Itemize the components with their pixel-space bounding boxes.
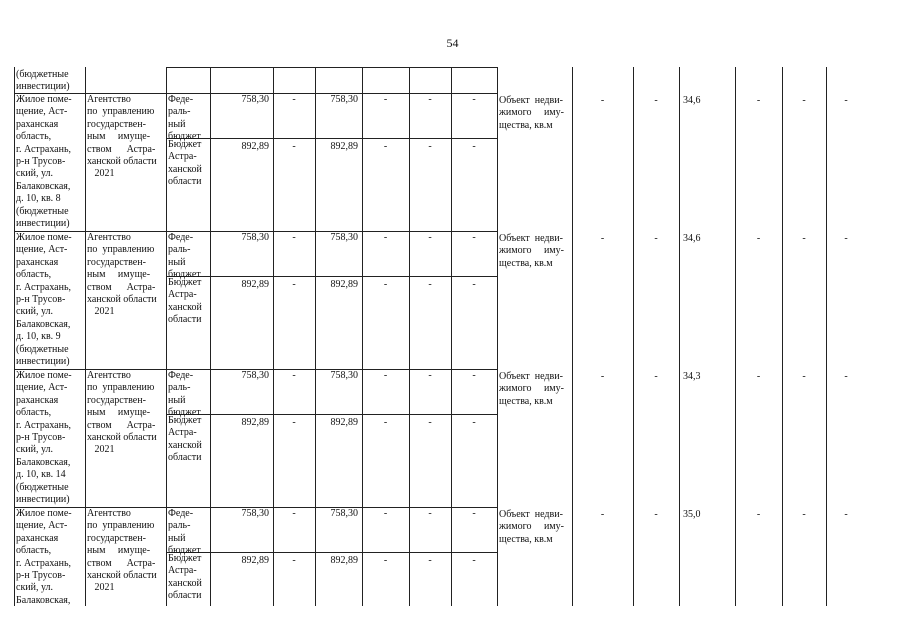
amount-value: 892,89	[241, 417, 269, 428]
object-description-line: (бюджетные	[16, 481, 69, 493]
amount-value: -	[383, 508, 388, 519]
agency-line: ханской области	[87, 432, 157, 443]
amount-value: -	[383, 555, 388, 566]
column-border	[451, 67, 452, 606]
object-description-line: инвестиции)	[16, 494, 70, 505]
column-border	[572, 67, 573, 606]
agency-line: ханской области	[87, 156, 157, 167]
funding-source-line: ный	[168, 256, 186, 268]
agency-line: 2021	[87, 582, 115, 594]
funding-source-line: Бюджет	[168, 553, 202, 564]
funding-source-line: раль-	[168, 382, 191, 394]
amount-value: -	[428, 370, 432, 381]
object-description-line: ский, ул.	[16, 306, 54, 318]
amount-value: 892,89	[330, 279, 358, 290]
object-description-line: д. 10, кв. 8	[16, 193, 61, 205]
agency-line: ством Астра-	[87, 281, 156, 293]
amount-value: 892,89	[330, 141, 358, 152]
amount-value: -	[292, 141, 296, 152]
object-description-line: р-н Трусов-	[16, 294, 66, 305]
object-description-line: раханская	[16, 394, 59, 406]
amount-value: 758,30	[241, 94, 269, 105]
result-indicator-line: Объект недви-	[499, 371, 563, 382]
funding-source-line: Астра-	[168, 151, 197, 163]
object-description-line: ский, ул.	[16, 444, 54, 456]
result-indicator-line: щества, кв.м	[499, 119, 553, 131]
funding-source-line: Бюджет	[168, 277, 202, 288]
object-description-line: инвестиции)	[16, 81, 70, 93]
indicator-value: -	[844, 371, 848, 382]
funding-source-line: бюджет	[168, 269, 201, 281]
indicator-value: -	[802, 95, 806, 106]
object-description-line: область,	[16, 269, 52, 281]
object-description-line: область,	[16, 407, 52, 419]
funding-source-line: ный	[168, 532, 186, 544]
funding-source-line: ханской	[168, 439, 202, 451]
column-border	[633, 67, 634, 606]
column-border	[826, 67, 827, 606]
agency-line: ным имуще-	[87, 545, 151, 557]
object-description-line: ский, ул.	[16, 168, 54, 180]
amount-value: -	[292, 279, 296, 290]
object-description-line: Балаковская,	[16, 594, 71, 606]
object-description-line: г. Астрахань,	[16, 281, 72, 293]
funding-source-line: Бюджет	[168, 415, 202, 426]
funding-source-line: Астра-	[168, 427, 197, 439]
object-description-line: р-н Трусов-	[16, 432, 66, 443]
amount-value: 758,30	[330, 94, 358, 105]
amount-value: 892,89	[241, 555, 269, 566]
funding-source-line: области	[168, 452, 202, 464]
indicator-value: -	[802, 233, 806, 244]
indicator-value: -	[844, 233, 848, 244]
amount-value: -	[472, 279, 476, 290]
object-description-line: Балаковская,	[16, 180, 71, 192]
funding-source-line: Астра-	[168, 289, 197, 301]
column-border	[273, 67, 274, 606]
indicator-value: -	[802, 371, 806, 382]
indicator-value: -	[756, 95, 761, 106]
object-description-line: Жилое поме-	[16, 232, 72, 243]
object-description-line: инвестиции)	[16, 356, 70, 367]
agency-line: Агентство	[87, 232, 131, 243]
object-description-line: область,	[16, 131, 52, 143]
indicator-value: 34,3	[683, 371, 701, 382]
indicator-value: -	[654, 371, 658, 382]
indicator-value: 34,6	[683, 233, 701, 244]
funding-source-line: бюджет	[168, 407, 201, 419]
object-description-line: Балаковская,	[16, 456, 71, 468]
funding-source-line: Феде-	[168, 370, 194, 381]
result-indicator-line: жимого иму-	[499, 521, 564, 533]
indicator-value: -	[600, 371, 605, 382]
object-description-line: область,	[16, 545, 52, 557]
agency-line: Агентство	[87, 508, 131, 519]
amount-value: -	[383, 370, 388, 381]
funding-source-line: ханской	[168, 301, 202, 313]
object-description-line: Жилое поме-	[16, 94, 72, 105]
funding-source-line: ный	[168, 118, 186, 130]
object-description-line: щение, Аст-	[16, 520, 68, 532]
object-description-line: Жилое поме-	[16, 370, 72, 381]
funding-source-line: Феде-	[168, 508, 194, 519]
amount-value: -	[292, 370, 296, 381]
object-description-line: раханская	[16, 118, 59, 130]
funding-source-line: раль-	[168, 106, 191, 118]
amount-value: 892,89	[241, 141, 269, 152]
object-description-line: Балаковская,	[16, 318, 71, 330]
indicator-value: -	[756, 371, 761, 382]
funding-source-line: Феде-	[168, 232, 194, 243]
amount-value: -	[383, 232, 388, 243]
result-indicator-line: Объект недви-	[499, 509, 563, 520]
agency-line: Агентство	[87, 94, 131, 105]
agency-line: по управлению	[87, 106, 155, 118]
agency-line: 2021	[87, 306, 115, 318]
object-description-line: ский, ул.	[16, 582, 54, 594]
column-border	[14, 67, 15, 606]
funding-source-line: области	[168, 590, 202, 602]
result-indicator-line: Объект недви-	[499, 95, 563, 106]
amount-value: -	[292, 232, 296, 243]
object-description-line: р-н Трусов-	[16, 570, 66, 581]
column-border	[735, 67, 736, 606]
page-number: 54	[446, 36, 459, 50]
funding-source-line: ханской	[168, 163, 202, 175]
indicator-value: -	[654, 233, 658, 244]
indicator-value: -	[802, 509, 806, 520]
result-indicator-line: щества, кв.м	[499, 395, 553, 407]
amount-value: 892,89	[330, 417, 358, 428]
agency-line: по управлению	[87, 520, 155, 532]
column-border	[362, 67, 363, 606]
agency-line: ством Астра-	[87, 419, 156, 431]
amount-value: 892,89	[241, 279, 269, 290]
indicator-value: -	[600, 233, 605, 244]
agency-line: ным имуще-	[87, 269, 151, 281]
funding-source-line: раль-	[168, 520, 191, 532]
amount-value: -	[428, 279, 432, 290]
column-border	[679, 67, 680, 606]
agency-line: государствен-	[87, 532, 146, 544]
column-border	[497, 67, 498, 606]
object-description-line: г. Астрахань,	[16, 557, 72, 569]
agency-line: ханской области	[87, 570, 157, 581]
amount-value: -	[472, 141, 476, 152]
funding-source-line: бюджет	[168, 131, 201, 143]
agency-line: по управлению	[87, 244, 155, 256]
budget-subrow-border	[166, 138, 497, 139]
amount-value: -	[472, 417, 476, 428]
amount-value: -	[428, 417, 432, 428]
indicator-value: -	[756, 509, 761, 520]
agency-line: ным имуще-	[87, 131, 151, 143]
amount-value: -	[383, 279, 388, 290]
amount-value: -	[472, 232, 476, 243]
object-description-line: щение, Аст-	[16, 106, 68, 118]
amount-value: -	[428, 555, 432, 566]
result-indicator-line: жимого иму-	[499, 383, 564, 395]
result-indicator-line: жимого иму-	[499, 245, 564, 257]
result-indicator-line: щества, кв.м	[499, 533, 553, 545]
amount-value: 758,30	[241, 370, 269, 381]
column-border	[85, 67, 86, 606]
column-border	[409, 67, 410, 606]
result-indicator-line: жимого иму-	[499, 107, 564, 119]
agency-line: 2021	[87, 168, 115, 180]
object-description-line: инвестиции)	[16, 218, 70, 229]
amount-value: -	[292, 94, 296, 105]
object-description-line: р-н Трусов-	[16, 156, 66, 167]
indicator-value: -	[600, 95, 605, 106]
funding-source-line: Феде-	[168, 94, 194, 105]
amount-value: 758,30	[330, 232, 358, 243]
object-description-line: д. 10, кв. 9	[16, 331, 61, 343]
indicator-value: -	[844, 509, 848, 520]
table-top-border	[166, 67, 497, 68]
funding-source-line: ханской	[168, 577, 202, 589]
amount-value: 758,30	[330, 508, 358, 519]
amount-value: -	[292, 508, 296, 519]
indicator-value: -	[600, 509, 605, 520]
amount-value: -	[383, 94, 388, 105]
agency-line: государствен-	[87, 118, 146, 130]
object-description-line: раханская	[16, 532, 59, 544]
budget-subrow-border	[166, 414, 497, 415]
amount-value: -	[383, 141, 388, 152]
amount-value: -	[292, 417, 296, 428]
amount-value: -	[472, 94, 476, 105]
object-description-line: Жилое поме-	[16, 508, 72, 519]
object-description-line: (бюджетные	[16, 69, 69, 80]
object-description-line: г. Астрахань,	[16, 143, 72, 155]
object-description-line: г. Астрахань,	[16, 419, 72, 431]
agency-line: ством Астра-	[87, 557, 156, 569]
amount-value: -	[428, 508, 432, 519]
result-indicator-line: щества, кв.м	[499, 257, 553, 269]
column-border	[210, 67, 211, 606]
amount-value: -	[383, 417, 388, 428]
agency-line: государствен-	[87, 256, 146, 268]
amount-value: -	[472, 555, 476, 566]
object-description-line: раханская	[16, 256, 59, 268]
funding-source-line: бюджет	[168, 545, 201, 557]
amount-value: -	[428, 94, 432, 105]
agency-line: по управлению	[87, 382, 155, 394]
funding-source-line: раль-	[168, 244, 191, 256]
funding-source-line: ный	[168, 394, 186, 406]
budget-subrow-border	[166, 552, 497, 553]
column-border	[315, 67, 316, 606]
amount-value: -	[428, 141, 432, 152]
object-description-line: д. 10, кв. 14	[16, 469, 66, 481]
amount-value: -	[472, 370, 476, 381]
object-description-line: (бюджетные	[16, 343, 69, 355]
amount-value: 758,30	[241, 508, 269, 519]
indicator-value: -	[654, 509, 658, 520]
amount-value: 758,30	[241, 232, 269, 243]
indicator-value: -	[844, 95, 848, 106]
agency-line: ханской области	[87, 294, 157, 305]
funding-source-line: области	[168, 176, 202, 188]
object-description-line: щение, Аст-	[16, 382, 68, 394]
agency-line: государствен-	[87, 394, 146, 406]
amount-value: -	[292, 555, 296, 566]
agency-line: 2021	[87, 444, 115, 456]
agency-line: ным имуще-	[87, 407, 151, 419]
object-description-line: (бюджетные	[16, 205, 69, 217]
column-border	[166, 67, 167, 606]
object-description-line: щение, Аст-	[16, 244, 68, 256]
result-indicator-line: Объект недви-	[499, 233, 563, 244]
amount-value: 892,89	[330, 555, 358, 566]
amount-value: 758,30	[330, 370, 358, 381]
amount-value: -	[428, 232, 432, 243]
column-border	[782, 67, 783, 606]
amount-value: -	[472, 508, 476, 519]
funding-source-line: Астра-	[168, 565, 197, 577]
funding-source-line: области	[168, 314, 202, 326]
funding-source-line: Бюджет	[168, 139, 202, 150]
indicator-value: 35,0	[683, 509, 701, 520]
budget-subrow-border	[166, 276, 497, 277]
agency-line: ством Астра-	[87, 143, 156, 155]
indicator-value: 34,6	[683, 95, 701, 106]
indicator-value: -	[654, 95, 658, 106]
indicator-value: -	[756, 233, 761, 244]
agency-line: Агентство	[87, 370, 131, 381]
